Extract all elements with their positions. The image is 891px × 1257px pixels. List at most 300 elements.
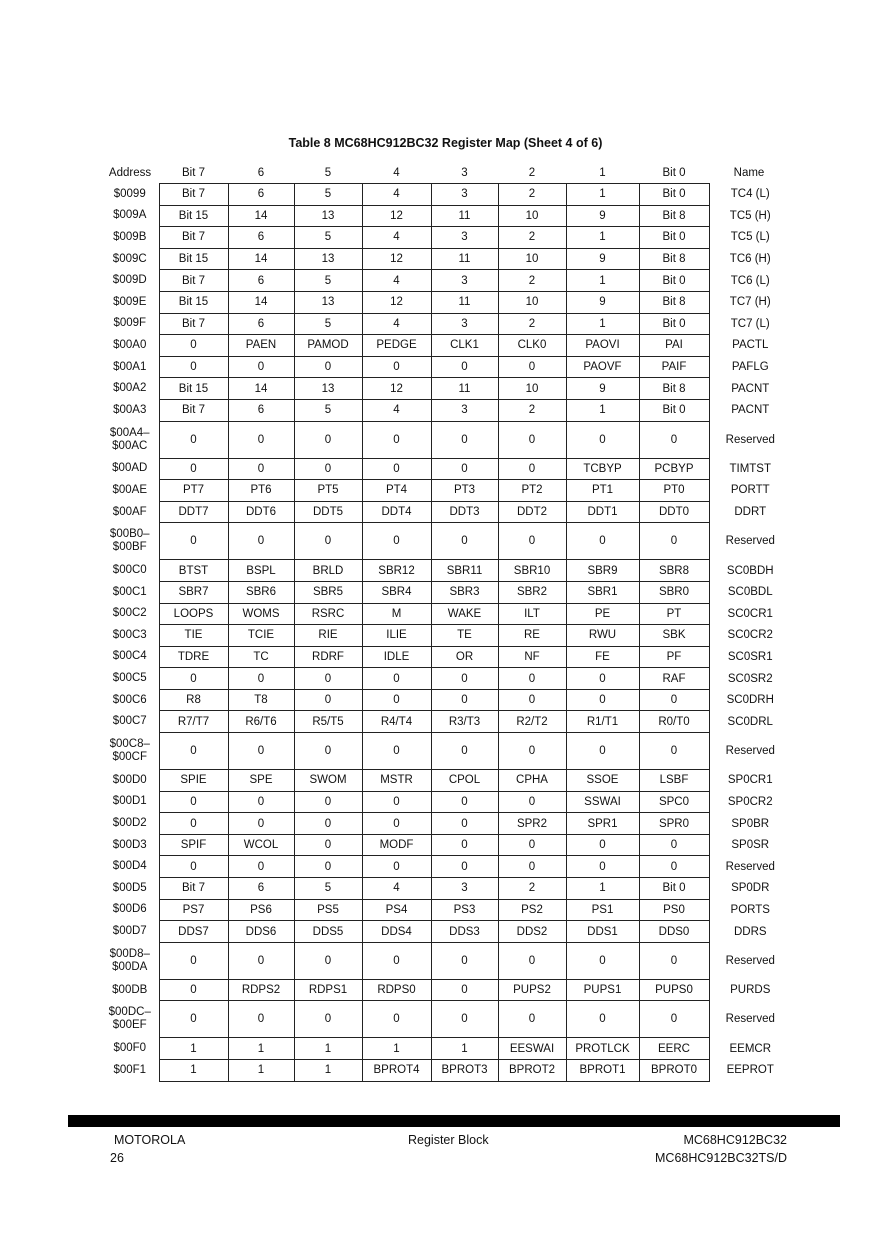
bit-cell: 0	[639, 1001, 709, 1038]
address-cell: $00C7	[112, 715, 147, 728]
bit-cell: DDS7	[159, 921, 228, 943]
footer-section: Register Block	[408, 1133, 489, 1147]
register-map-table	[101, 162, 789, 1082]
bit-cell: TCIE	[228, 625, 294, 647]
bit-cell: Bit 7	[159, 270, 228, 292]
footer-doc-number: MC68HC912BC32TS/D	[655, 1151, 787, 1165]
register-name-cell: TC5 (H)	[729, 209, 771, 222]
bit-cell: RAF	[639, 668, 709, 690]
bit-cell: 0	[159, 421, 228, 458]
bit-cell: 0	[294, 668, 362, 690]
bit-cell: 0	[431, 689, 498, 711]
address-cell: $00C4	[112, 650, 147, 663]
register-name-cell: Reserved	[725, 535, 775, 548]
bit-cell: 0	[566, 856, 639, 878]
bit-cell: 6	[228, 878, 294, 900]
address-cell: $00A0	[113, 338, 147, 351]
table-row	[101, 646, 789, 668]
bit-cell: 0	[362, 733, 431, 770]
bit-cell: 0	[362, 458, 431, 480]
bit-cell: TE	[431, 625, 498, 647]
bit-cell: DDT5	[294, 501, 362, 523]
table-row	[101, 458, 789, 480]
column-header: 4	[393, 166, 400, 179]
column-header: Address	[108, 166, 152, 179]
bit-cell: 0	[566, 668, 639, 690]
register-name-cell: SC0BDL	[727, 586, 773, 599]
bit-cell: SBR4	[362, 581, 431, 603]
bit-cell: 9	[566, 378, 639, 400]
bit-cell: 2	[498, 878, 566, 900]
bit-cell: 1	[566, 270, 639, 292]
bit-cell: PUPS2	[498, 979, 566, 1001]
column-header: Bit 7	[181, 166, 205, 179]
bit-cell: 0	[639, 856, 709, 878]
bit-cell: TIE	[159, 625, 228, 647]
bit-cell: PT0	[639, 480, 709, 502]
register-name-cell: SP0BR	[731, 817, 770, 830]
bit-cell: 0	[159, 791, 228, 813]
footer-part-number: MC68HC912BC32	[683, 1133, 787, 1147]
table-row	[101, 560, 789, 582]
address-cell: $00C8– $00CF	[109, 738, 150, 764]
bit-cell: R5/T5	[294, 711, 362, 733]
address-cell: $00A1	[113, 360, 147, 373]
bit-cell: 0	[431, 979, 498, 1001]
bit-cell: 0	[294, 834, 362, 856]
bit-cell: Bit 0	[639, 227, 709, 249]
bit-cell: 12	[362, 248, 431, 270]
register-name-cell: EEPROT	[726, 1064, 774, 1077]
register-name-cell: PORTT	[730, 484, 770, 497]
bit-cell: 0	[159, 979, 228, 1001]
bit-cell: 0	[566, 1001, 639, 1038]
bit-cell: T8	[228, 689, 294, 711]
bit-cell: WAKE	[431, 603, 498, 625]
bit-cell: Bit 8	[639, 205, 709, 227]
bit-cell: Bit 15	[159, 205, 228, 227]
address-cell: $00C2	[112, 607, 147, 620]
table-row	[101, 523, 789, 560]
bit-cell: 0	[362, 668, 431, 690]
bit-cell: 0	[228, 856, 294, 878]
bit-cell: 1	[566, 227, 639, 249]
column-header: 2	[528, 166, 536, 179]
bit-cell: DDT1	[566, 501, 639, 523]
bit-cell: 3	[431, 878, 498, 900]
bit-cell: 5	[294, 399, 362, 421]
bit-cell: MODF	[362, 834, 431, 856]
bit-cell: 2	[498, 227, 566, 249]
bit-cell: DDS5	[294, 921, 362, 943]
footer-page-number: 26	[110, 1151, 124, 1165]
bit-cell: PT	[639, 603, 709, 625]
bit-cell: 0	[362, 813, 431, 835]
address-cell: $00C0	[112, 564, 147, 577]
bit-cell: PS6	[228, 899, 294, 921]
bit-cell: 4	[362, 878, 431, 900]
bit-cell: Bit 7	[159, 184, 228, 206]
bit-cell: IDLE	[362, 646, 431, 668]
table-row	[101, 711, 789, 733]
table-row	[101, 378, 789, 400]
bit-cell: NF	[498, 646, 566, 668]
bit-cell: 0	[159, 813, 228, 835]
column-header: 1	[599, 166, 606, 179]
bit-cell: SPE	[228, 770, 294, 792]
bit-cell: PT2	[498, 480, 566, 502]
table-row	[101, 356, 789, 378]
register-name-cell: PACNT	[731, 404, 770, 417]
register-name-cell: DDRT	[734, 506, 767, 519]
column-header: Bit 0	[662, 166, 686, 179]
bit-cell: RDRF	[294, 646, 362, 668]
bit-cell: Bit 15	[159, 378, 228, 400]
bit-cell: RE	[498, 625, 566, 647]
bit-cell: 0	[566, 733, 639, 770]
bit-cell: 0	[639, 523, 709, 560]
bit-cell: 0	[362, 1001, 431, 1038]
bit-cell: 0	[431, 813, 498, 835]
table-row	[101, 689, 789, 711]
register-name-cell: SP0DR	[731, 882, 770, 895]
address-cell: $00C1	[112, 585, 147, 598]
bit-cell: RWU	[566, 625, 639, 647]
bit-cell: 3	[431, 313, 498, 335]
address-cell: $00D8– $00DA	[109, 947, 150, 973]
bit-cell: PE	[566, 603, 639, 625]
address-cell: $00C3	[112, 628, 147, 641]
bit-cell: 0	[498, 1001, 566, 1038]
bit-cell: 1	[431, 1038, 498, 1060]
bit-cell: 5	[294, 184, 362, 206]
bit-cell: TC	[228, 646, 294, 668]
bit-cell: MSTR	[362, 770, 431, 792]
table-row	[101, 399, 789, 421]
bit-cell: 0	[498, 458, 566, 480]
bit-cell: 0	[431, 458, 498, 480]
address-cell: $009B	[113, 230, 147, 243]
bit-cell: BPROT4	[362, 1060, 431, 1082]
bit-cell: WOMS	[228, 603, 294, 625]
register-name-cell: SC0DRL	[727, 715, 773, 728]
bit-cell: 1	[566, 878, 639, 900]
register-name-cell: PAFLG	[731, 361, 769, 374]
bit-cell: DDT3	[431, 501, 498, 523]
bit-cell: 13	[294, 291, 362, 313]
bit-cell: RDPS0	[362, 979, 431, 1001]
column-header: 3	[461, 166, 468, 179]
bit-cell: 9	[566, 291, 639, 313]
bit-cell: 0	[639, 942, 709, 979]
bit-cell: 9	[566, 205, 639, 227]
bit-cell: 13	[294, 378, 362, 400]
bit-cell: SBK	[639, 625, 709, 647]
bit-cell: 0	[362, 689, 431, 711]
bit-cell: 0	[228, 356, 294, 378]
address-cell: $00AD	[112, 462, 148, 475]
bit-cell: 0	[362, 791, 431, 813]
bit-cell: R2/T2	[498, 711, 566, 733]
table-row	[101, 942, 789, 979]
bit-cell: SWOM	[294, 770, 362, 792]
bit-cell: 0	[294, 689, 362, 711]
bit-cell: 10	[498, 291, 566, 313]
bit-cell: PS0	[639, 899, 709, 921]
bit-cell: EERC	[639, 1038, 709, 1060]
table-row	[101, 603, 789, 625]
bit-cell: DDT6	[228, 501, 294, 523]
register-name-cell: SC0SR1	[727, 650, 773, 663]
bit-cell: 0	[294, 791, 362, 813]
bit-cell: 2	[498, 184, 566, 206]
table-row	[101, 625, 789, 647]
table-row	[101, 1038, 789, 1060]
table-row	[101, 1001, 789, 1038]
bit-cell: 1	[362, 1038, 431, 1060]
bit-cell: 5	[294, 878, 362, 900]
bit-cell: PT3	[431, 480, 498, 502]
bit-cell: M	[362, 603, 431, 625]
bit-cell: SBR5	[294, 581, 362, 603]
bit-cell: SPR2	[498, 813, 566, 835]
bit-cell: 0	[294, 421, 362, 458]
bit-cell: CLK0	[498, 335, 566, 357]
register-name-cell: TC7 (L)	[730, 317, 770, 330]
address-cell: $00F1	[113, 1063, 147, 1076]
bit-cell: PAEN	[228, 335, 294, 357]
register-name-cell: TC7 (H)	[729, 296, 771, 309]
bit-cell: 0	[159, 523, 228, 560]
address-cell: $009D	[112, 274, 147, 287]
bit-cell: 0	[294, 458, 362, 480]
bit-cell: Bit 8	[639, 378, 709, 400]
bit-cell: 6	[228, 399, 294, 421]
register-name-cell: PACNT	[731, 382, 770, 395]
bit-cell: 2	[498, 270, 566, 292]
bit-cell: BTST	[159, 560, 228, 582]
bit-cell: Bit 8	[639, 248, 709, 270]
bit-cell: PUPS1	[566, 979, 639, 1001]
table-body	[101, 184, 789, 1082]
register-name-cell: Reserved	[725, 745, 775, 758]
bit-cell: 0	[228, 523, 294, 560]
bit-cell: DDT0	[639, 501, 709, 523]
register-name-cell: Reserved	[725, 954, 775, 967]
bit-cell: SBR11	[431, 560, 498, 582]
address-cell: $00C5	[112, 672, 147, 685]
register-name-cell: TC5 (L)	[730, 231, 770, 244]
register-name-cell: SP0SR	[731, 839, 770, 852]
bit-cell: SBR9	[566, 560, 639, 582]
bit-cell: SPIE	[159, 770, 228, 792]
bit-cell: 0	[228, 668, 294, 690]
bit-cell: SBR8	[639, 560, 709, 582]
bit-cell: SBR10	[498, 560, 566, 582]
bit-cell: R6/T6	[228, 711, 294, 733]
bit-cell: 0	[431, 523, 498, 560]
bit-cell: SBR6	[228, 581, 294, 603]
bit-cell: CLK1	[431, 335, 498, 357]
bit-cell: 0	[228, 791, 294, 813]
bit-cell: 14	[228, 291, 294, 313]
bit-cell: 12	[362, 291, 431, 313]
bit-cell: PT4	[362, 480, 431, 502]
bit-cell: PAOVI	[566, 335, 639, 357]
address-cell: $00D3	[112, 838, 147, 851]
register-name-cell: SC0DRH	[726, 694, 774, 707]
bit-cell: 14	[228, 378, 294, 400]
table-row	[101, 248, 789, 270]
table-row	[101, 770, 789, 792]
register-name-cell: SP0CR2	[727, 795, 773, 808]
bit-cell: 0	[498, 523, 566, 560]
bit-cell: 0	[431, 668, 498, 690]
bit-cell: 4	[362, 313, 431, 335]
register-name-cell: Reserved	[725, 860, 775, 873]
bit-cell: 5	[294, 227, 362, 249]
bit-cell: EESWAI	[498, 1038, 566, 1060]
bit-cell: 1	[294, 1038, 362, 1060]
bit-cell: 0	[159, 1001, 228, 1038]
table-title: Table 8 MC68HC912BC32 Register Map (Sheet 4 of 6)	[288, 136, 603, 150]
address-cell: $00DB	[112, 983, 148, 996]
table-row	[101, 979, 789, 1001]
address-cell: $00AE	[112, 483, 148, 496]
bit-cell: R1/T1	[566, 711, 639, 733]
bit-cell: SSWAI	[566, 791, 639, 813]
bit-cell: BPROT0	[639, 1060, 709, 1082]
address-cell: $00D6	[112, 903, 147, 916]
bit-cell: 0	[566, 689, 639, 711]
bit-cell: 6	[228, 184, 294, 206]
bit-cell: Bit 7	[159, 878, 228, 900]
bit-cell: PT5	[294, 480, 362, 502]
bit-cell: 5	[294, 270, 362, 292]
bit-cell: BPROT1	[566, 1060, 639, 1082]
register-name-cell: PACTL	[732, 339, 769, 352]
bit-cell: DDT7	[159, 501, 228, 523]
column-header: 6	[257, 166, 265, 179]
bit-cell: 0	[159, 458, 228, 480]
address-cell: $00D0	[112, 773, 147, 786]
bit-cell: 0	[159, 356, 228, 378]
address-cell: $00D5	[112, 881, 147, 894]
bit-cell: Bit 0	[639, 399, 709, 421]
register-name-cell: SC0BDH	[726, 564, 774, 577]
table-row	[101, 480, 789, 502]
bit-cell: PS4	[362, 899, 431, 921]
bit-cell: 0	[498, 942, 566, 979]
bit-cell: CPOL	[431, 770, 498, 792]
bit-cell: PROTLCK	[566, 1038, 639, 1060]
address-cell: $009A	[113, 209, 147, 222]
bit-cell: SBR3	[431, 581, 498, 603]
bit-cell: 0	[228, 1001, 294, 1038]
bit-cell: 0	[294, 356, 362, 378]
table-row	[101, 856, 789, 878]
register-name-cell: PORTS	[730, 903, 770, 916]
table-row	[101, 501, 789, 523]
bit-cell: 11	[431, 205, 498, 227]
bit-cell: DDS0	[639, 921, 709, 943]
bit-cell: 0	[228, 942, 294, 979]
bit-cell: 0	[498, 791, 566, 813]
bit-cell: PAIF	[639, 356, 709, 378]
register-name-cell: TC6 (H)	[729, 253, 771, 266]
bit-cell: 0	[639, 733, 709, 770]
register-name-cell: DDRS	[733, 925, 767, 938]
bit-cell: FE	[566, 646, 639, 668]
bit-cell: 1	[228, 1060, 294, 1082]
bit-cell: 3	[431, 184, 498, 206]
bit-cell: 0	[431, 791, 498, 813]
register-name-cell: Reserved	[725, 433, 775, 446]
bit-cell: RDPS1	[294, 979, 362, 1001]
bit-cell: 0	[639, 421, 709, 458]
bit-cell: DDT2	[498, 501, 566, 523]
address-cell: $00D7	[112, 925, 147, 938]
register-name-cell: EEMCR	[729, 1042, 772, 1055]
address-cell: $009C	[112, 252, 147, 265]
bit-cell: SBR0	[639, 581, 709, 603]
bit-cell: 0	[294, 1001, 362, 1038]
bit-cell: Bit 0	[639, 878, 709, 900]
bit-cell: 13	[294, 205, 362, 227]
bit-cell: 0	[566, 421, 639, 458]
bit-cell: SBR1	[566, 581, 639, 603]
address-cell: $00DC– $00EF	[108, 1006, 151, 1032]
bit-cell: 3	[431, 399, 498, 421]
bit-cell: 0	[294, 856, 362, 878]
bit-cell: 0	[431, 856, 498, 878]
bit-cell: 10	[498, 378, 566, 400]
table-row	[101, 205, 789, 227]
address-cell: $00B0– $00BF	[109, 528, 150, 554]
bit-cell: 1	[566, 399, 639, 421]
footer-company: MOTOROLA	[114, 1133, 186, 1147]
bit-cell: DDS3	[431, 921, 498, 943]
bit-cell: 13	[294, 248, 362, 270]
table-row	[101, 421, 789, 458]
bit-cell: 0	[159, 668, 228, 690]
bit-cell: Bit 0	[639, 270, 709, 292]
bit-cell: 0	[159, 733, 228, 770]
bit-cell: 0	[431, 942, 498, 979]
bit-cell: ILT	[498, 603, 566, 625]
bit-cell: 0	[431, 356, 498, 378]
bit-cell: SBR2	[498, 581, 566, 603]
bit-cell: 0	[498, 668, 566, 690]
bit-cell: 0	[228, 458, 294, 480]
bit-cell: 0	[431, 733, 498, 770]
table-row	[101, 791, 789, 813]
bit-cell: SPR0	[639, 813, 709, 835]
bit-cell: BPROT3	[431, 1060, 498, 1082]
bit-cell: 0	[498, 421, 566, 458]
bit-cell: 0	[566, 523, 639, 560]
bit-cell: TDRE	[159, 646, 228, 668]
bit-cell: R8	[159, 689, 228, 711]
table-header	[101, 162, 789, 184]
bit-cell: 0	[431, 834, 498, 856]
bit-cell: PS3	[431, 899, 498, 921]
bit-cell: R7/T7	[159, 711, 228, 733]
bit-cell: PF	[639, 646, 709, 668]
register-name-cell: SC0CR1	[727, 607, 773, 620]
bit-cell: SSOE	[566, 770, 639, 792]
register-name-cell: PURDS	[730, 984, 771, 997]
